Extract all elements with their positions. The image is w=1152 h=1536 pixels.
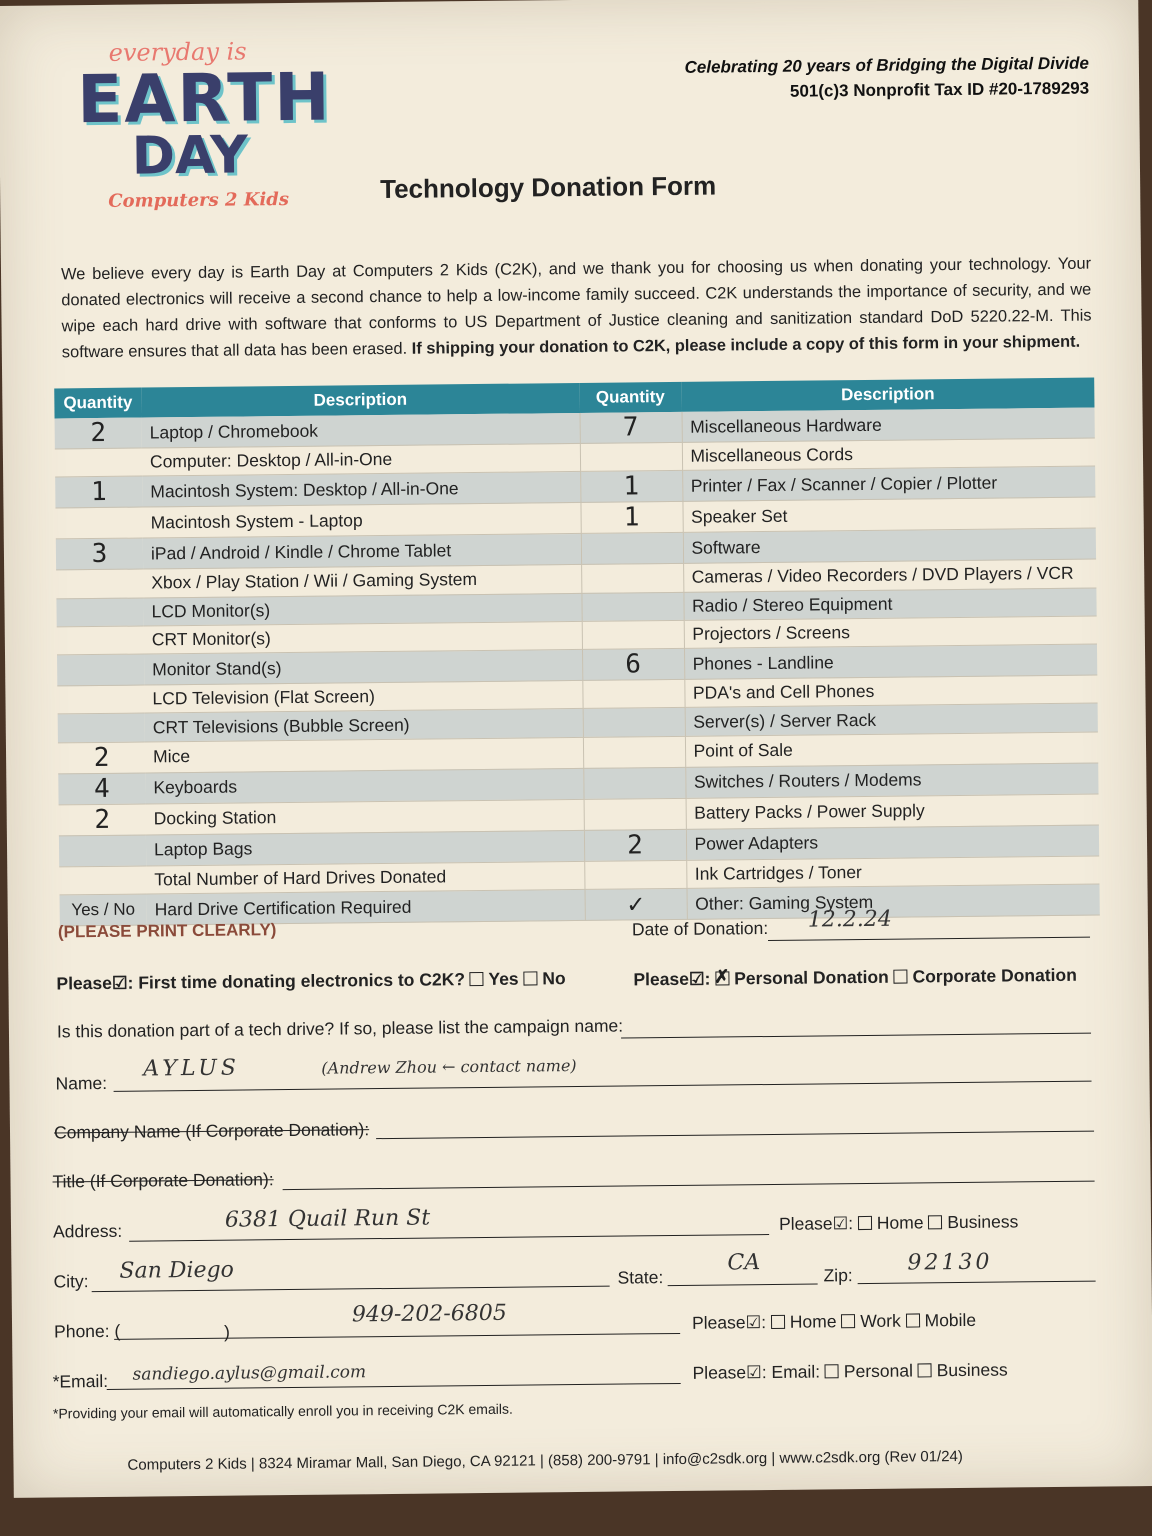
- address-business-label: Business: [947, 1211, 1019, 1233]
- first-time-label: Please☑: First time donating electronics to C2K?: [56, 969, 466, 994]
- description-right-cell: Cameras / Video Recorders / DVD Players / VCR: [683, 559, 1096, 592]
- logo-c2k-text: Computers 2 Kids: [108, 188, 290, 212]
- donation-type-row: [633, 965, 1077, 991]
- name-label: Name:: [55, 1072, 108, 1094]
- description-right-cell: Ink Cartridges / Toner: [686, 856, 1099, 889]
- phone-label: Phone: (: [53, 1320, 121, 1342]
- phone-home-label: Home: [789, 1311, 837, 1332]
- tech-drive-label: Is this donation part of a tech drive? If so, please list the campaign name:: [56, 1015, 624, 1042]
- print-clearly-note: (PLEASE PRINT CLEARLY): [57, 920, 277, 942]
- yes-checkbox[interactable]: [470, 972, 484, 986]
- quantity-left-cell[interactable]: [59, 866, 146, 895]
- description-left-cell: iPad / Android / Kindle / Chrome Tablet: [143, 534, 581, 570]
- quantity-left-cell[interactable]: 4: [58, 773, 145, 805]
- phone-value: 949-202-6805: [351, 1300, 507, 1328]
- quantity-right-cell[interactable]: [583, 736, 685, 768]
- phone-paren: ): [224, 1321, 231, 1342]
- email-personal-label: Personal: [843, 1360, 914, 1382]
- description-left-cell: CRT Monitor(s): [144, 621, 582, 654]
- state-value: CA: [727, 1250, 761, 1276]
- donation-items-table: [54, 378, 1100, 927]
- quantity-left-cell[interactable]: [57, 654, 144, 686]
- description-left-cell: Laptop / Chromebook: [142, 413, 580, 448]
- footer-contact: Computers 2 Kids | 8324 Miramar Mall, San Diego, CA 92121 | (858) 200-9791 | info@c2sdk.org | www.c2sdk.org (Rev 01/24): [127, 1447, 963, 1474]
- address-line[interactable]: [129, 1234, 769, 1242]
- no-label: No: [542, 968, 566, 989]
- description-left-cell: Computer: Desktop / All-in-One: [142, 443, 580, 476]
- quantity-right-cell[interactable]: [580, 442, 682, 471]
- description-left-cell: Mice: [145, 737, 583, 773]
- description-right-cell: Projectors / Screens: [684, 616, 1097, 649]
- description-left-cell: LCD Monitor(s): [143, 593, 581, 626]
- personal-donation-label: Personal Donation: [734, 966, 889, 989]
- no-checkbox[interactable]: [523, 971, 537, 985]
- phone-mobile-checkbox[interactable]: [906, 1313, 920, 1327]
- description-right-cell: Phones - Landline: [684, 644, 1097, 679]
- quantity-left-cell[interactable]: [59, 835, 146, 867]
- quantity-left-cell[interactable]: [56, 598, 143, 627]
- description-left-cell: LCD Television (Flat Screen): [144, 681, 582, 714]
- description-right-cell: Speaker Set: [682, 497, 1095, 532]
- quantity-left-cell[interactable]: 1: [55, 476, 142, 508]
- logo-earth-text: EARTH: [76, 58, 332, 139]
- quantity-right-cell[interactable]: [582, 680, 684, 709]
- intro-text: We believe every day is Earth Day at Computers 2 Kids (C2K), and we thank you for choosing us when donating your technology. Your donated electronics will receive a second chance to help a low-income family succeed. C2K understands the importance of security, and we wipe each hard drive with software that conforms to US Department of Justice cleaning and sanitization standard DoD 5220.22-M. This software ensures that all data has been erased.: [60, 254, 1092, 362]
- email-personal-checkbox[interactable]: [825, 1364, 839, 1378]
- quantity-right-cell[interactable]: [583, 708, 685, 737]
- phone-line[interactable]: [114, 1333, 680, 1340]
- quantity-left-cell[interactable]: Yes / No: [60, 894, 147, 926]
- header-description-right: Description: [681, 378, 1094, 412]
- email-footnote: *Providing your email will automatically enroll you in receiving C2K emails.: [52, 1400, 513, 1422]
- description-right-cell: Miscellaneous Cords: [682, 438, 1095, 471]
- description-right-cell: PDA's and Cell Phones: [684, 675, 1097, 708]
- quantity-left-cell[interactable]: [58, 713, 145, 742]
- name-value: AYLUS: [143, 1055, 241, 1082]
- quantity-left-cell[interactable]: [56, 569, 143, 598]
- quantity-right-cell[interactable]: 6: [582, 649, 684, 681]
- quantity-right-cell[interactable]: [581, 592, 683, 621]
- tagline: [684, 51, 1089, 105]
- header-quantity-left: Quantity: [54, 388, 141, 419]
- quantity-right-cell[interactable]: [581, 564, 683, 593]
- zip-line[interactable]: [858, 1281, 1096, 1284]
- logo-everyday-text: everyday is: [108, 37, 247, 67]
- company-line[interactable]: [376, 1131, 1094, 1140]
- table-body: [55, 408, 1100, 926]
- description-right-cell: Server(s) / Server Rack: [685, 704, 1098, 737]
- address-value: 6381 Quail Run St: [224, 1205, 431, 1233]
- company-label: Company Name (If Corporate Donation):: [53, 1119, 370, 1143]
- description-left-cell: CRT Televisions (Bubble Screen): [145, 709, 583, 742]
- phone-work-checkbox[interactable]: [841, 1314, 855, 1328]
- description-left-cell: Hard Drive Certification Required: [147, 889, 585, 925]
- description-right-cell: Power Adapters: [686, 825, 1099, 860]
- description-left-cell: Macintosh System: Desktop / All-in-One: [142, 472, 580, 508]
- quantity-left-cell[interactable]: 2: [59, 804, 146, 836]
- quantity-left-cell[interactable]: 2: [55, 418, 142, 449]
- quantity-right-cell[interactable]: 1: [580, 502, 682, 534]
- donation-type-label: Please☑:: [633, 968, 711, 990]
- logo-day-text: DAY: [131, 125, 249, 187]
- description-left-cell: Keyboards: [145, 768, 583, 804]
- email-label: *Email:: [52, 1370, 109, 1392]
- zip-label: Zip:: [823, 1265, 853, 1286]
- email-type-row: [692, 1360, 1007, 1384]
- description-left-cell: Total Number of Hard Drives Donated: [146, 861, 584, 894]
- date-value: 12.2.24: [807, 906, 892, 933]
- address-home-label: Home: [876, 1212, 924, 1233]
- description-left-cell: Xbox / Play Station / Wii / Gaming System: [143, 565, 581, 598]
- description-left-cell: Macintosh System - Laptop: [142, 503, 580, 539]
- quantity-right-cell[interactable]: [583, 767, 685, 799]
- city-value: San Diego: [119, 1257, 234, 1284]
- title-label: Title (If Corporate Donation):: [52, 1169, 274, 1192]
- email-business-label: Business: [936, 1359, 1008, 1381]
- quantity-left-cell[interactable]: [55, 448, 142, 477]
- state-line[interactable]: [668, 1283, 818, 1286]
- city-label: City:: [53, 1271, 89, 1292]
- description-right-cell: Software: [683, 528, 1096, 563]
- name-note: (Andrew Zhou ← contact name): [321, 1056, 577, 1078]
- quantity-left-cell[interactable]: [57, 685, 144, 714]
- description-left-cell: Laptop Bags: [146, 830, 584, 866]
- personal-donation-checkbox[interactable]: [714, 966, 730, 987]
- quantity-right-cell[interactable]: [582, 620, 684, 649]
- yes-label: Yes: [488, 968, 519, 989]
- quantity-right-cell[interactable]: 7: [580, 412, 682, 444]
- quantity-right-cell[interactable]: [581, 533, 683, 565]
- quantity-right-cell[interactable]: 1: [580, 471, 682, 503]
- zip-value: 92130: [907, 1249, 993, 1276]
- phone-mobile-label: Mobile: [924, 1309, 977, 1331]
- quantity-right-cell[interactable]: ✓: [585, 888, 687, 920]
- tagline-tax-id: 501(c)3 Nonprofit Tax ID #20-1789293: [789, 78, 1090, 101]
- tech-drive-line[interactable]: [621, 1033, 1091, 1039]
- quantity-left-cell[interactable]: 3: [56, 538, 143, 570]
- form-title: Technology Donation Form: [379, 170, 717, 205]
- address-label: Address:: [52, 1220, 123, 1242]
- first-time-row: [56, 968, 565, 994]
- email-business-checkbox[interactable]: [918, 1363, 932, 1377]
- phone-home-checkbox[interactable]: [771, 1315, 785, 1329]
- name-line[interactable]: [114, 1081, 1092, 1092]
- address-home-checkbox[interactable]: [858, 1216, 872, 1230]
- quantity-right-cell[interactable]: [584, 798, 686, 830]
- email-value: sandiego.aylus@gmail.com: [132, 1362, 367, 1385]
- phone-work-label: Work: [860, 1310, 901, 1332]
- description-right-cell: Radio / Stereo Equipment: [683, 588, 1096, 621]
- address-business-checkbox[interactable]: [928, 1215, 942, 1229]
- description-left-cell: Monitor Stand(s): [144, 650, 582, 686]
- date-line[interactable]: [768, 937, 1090, 941]
- description-right-cell: Miscellaneous Hardware: [682, 408, 1095, 443]
- quantity-right-cell[interactable]: 2: [584, 829, 686, 861]
- description-right-cell: Point of Sale: [685, 732, 1098, 767]
- description-left-cell: Docking Station: [146, 799, 584, 835]
- corporate-donation-label: Corporate Donation: [912, 964, 1077, 987]
- header-quantity-right: Quantity: [579, 382, 681, 413]
- phone-type-row: [692, 1310, 976, 1334]
- header-description-left: Description: [141, 383, 579, 418]
- quantity-right-cell[interactable]: [584, 860, 686, 889]
- intro-paragraph: [61, 251, 1092, 366]
- corporate-donation-checkbox[interactable]: [894, 970, 908, 984]
- address-type-row: [779, 1211, 1018, 1235]
- quantity-left-cell[interactable]: [57, 626, 144, 655]
- intro-shipping-note: If shipping your donation to C2K, please include a copy of this form in your shipment.: [411, 332, 1081, 358]
- description-right-cell: Other: Gaming System: [686, 884, 1099, 919]
- state-label: State:: [617, 1267, 664, 1288]
- tagline-celebrating: Celebrating 20 years of Bridging the Digital Divide: [684, 53, 1089, 77]
- quantity-left-cell[interactable]: 2: [58, 742, 145, 774]
- title-line[interactable]: [283, 1181, 1095, 1191]
- phone-please-label: Please☑:: [691, 1312, 767, 1333]
- city-line[interactable]: [92, 1286, 610, 1292]
- earth-day-logo: [69, 37, 332, 230]
- description-right-cell: Printer / Fax / Scanner / Copier / Plotter: [682, 466, 1095, 501]
- x-mark-icon: ✗: [714, 966, 730, 987]
- email-please-label: Please☑: Email:: [692, 1361, 821, 1383]
- quantity-left-cell[interactable]: [55, 507, 142, 539]
- description-right-cell: Switches / Routers / Modems: [685, 763, 1098, 798]
- description-right-cell: Battery Packs / Power Supply: [686, 794, 1099, 829]
- address-please-label: Please☑:: [778, 1213, 854, 1234]
- date-label: Date of Donation:: [631, 917, 769, 940]
